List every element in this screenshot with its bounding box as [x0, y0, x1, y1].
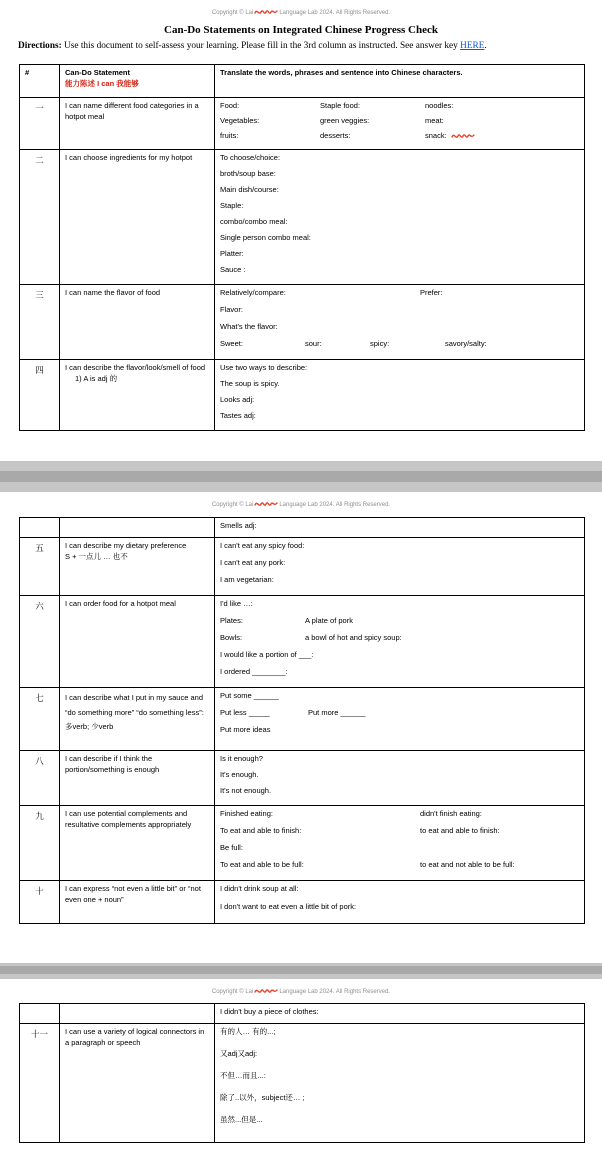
row-8-statement: I can describe if I think the portion/something is enough — [60, 751, 215, 805]
term: Sweet: — [220, 339, 243, 348]
red-scribble-icon — [254, 500, 278, 510]
table-row-9 — [20, 806, 584, 881]
translation-line: Put some ______ — [220, 691, 279, 700]
directions-end: . — [484, 41, 487, 51]
directions-label: Directions: — [18, 41, 62, 51]
row-3-statement: I can name the flavor of food — [60, 285, 215, 359]
term: Relatively/compare: — [220, 288, 286, 297]
term: Vegetables: — [220, 116, 260, 125]
row-9-number: 九 — [20, 806, 60, 880]
row-7-statement: I can describe what I put in my sauce and “do something more” “do something less”: 多verb; 少verb — [60, 688, 215, 750]
translation-line: Looks adj: — [220, 395, 255, 404]
row-2-translation — [215, 150, 584, 284]
copyright-prefix: Copyright © Lai — [211, 989, 254, 995]
table-row-6 — [20, 596, 584, 688]
row-4-statement — [60, 360, 215, 430]
translation-line: 又adj又adj: — [220, 1049, 258, 1058]
table-row-11 — [20, 1024, 584, 1142]
table-row-2 — [20, 150, 584, 285]
copyright-suffix: Language Lab 2024. All Rights Reserved. — [279, 989, 391, 995]
row-10-translation — [215, 881, 584, 923]
translation-line — [220, 116, 579, 131]
term: fruits: — [220, 131, 239, 140]
table-row-3 — [20, 285, 584, 360]
header-translate-cell: Translate the words, phrases and sentence into Chinese characters. — [220, 68, 463, 77]
row-1-number: 一 — [20, 98, 60, 149]
translation-line: Put more ideas — [220, 725, 271, 734]
translation-line — [220, 131, 579, 146]
translation-line: 有的人… 有的...; — [220, 1027, 276, 1036]
cando-table-page-2 — [19, 517, 585, 924]
translation-line: I can't eat any spicy food: — [220, 541, 305, 550]
row-9-translation — [215, 806, 584, 880]
translation-line — [220, 339, 579, 356]
empty-statement-cell — [60, 518, 215, 537]
header-number-cell: # — [20, 65, 60, 97]
term: to eat and not able to be full: — [420, 860, 515, 869]
copyright-line — [0, 500, 602, 510]
row-5-statement — [60, 538, 215, 595]
red-scribble-icon — [254, 8, 278, 18]
translation-line — [220, 843, 579, 860]
row-1-statement: I can name different food categories in a hotpot meal — [60, 98, 215, 149]
row-4-translation — [215, 360, 584, 430]
row-10-number: 十 — [20, 881, 60, 923]
row-1-translation — [215, 98, 584, 149]
table-row-8 — [20, 751, 584, 806]
translation-line — [220, 616, 579, 633]
term: savory/salty: — [445, 339, 487, 348]
translation-line: Main dish/course: — [220, 185, 279, 194]
translation-line: Staple: — [220, 201, 244, 210]
row-7-number: 七 — [20, 688, 60, 750]
table-row-10 — [20, 881, 584, 923]
copyright-line — [0, 987, 602, 997]
copyright-line — [0, 8, 602, 18]
row-6-number: 六 — [20, 596, 60, 687]
row-11-translation — [215, 1024, 584, 1142]
statement-line: S + 一点儿 … 也不 — [65, 551, 128, 561]
translation-line: Platter: — [220, 249, 244, 258]
translation-line: Is it enough? — [220, 754, 263, 763]
term: didn't finish eating: — [420, 809, 482, 818]
term: spicy: — [370, 339, 390, 348]
translation-line: I don't want to eat even a little bit of pork: — [220, 902, 357, 911]
row-2-number: 二 — [20, 150, 60, 284]
term — [420, 843, 579, 860]
row-4-number: 四 — [20, 360, 60, 430]
row-11-number: 十一 — [20, 1024, 60, 1142]
translation-line — [220, 708, 579, 725]
row-7-translation — [215, 688, 584, 750]
translation-line — [220, 101, 579, 116]
copyright-prefix: Copyright © Lai — [211, 10, 254, 16]
term: meat: — [425, 116, 444, 125]
term: To eat and able to be full: — [220, 860, 304, 869]
translation-line: 虽然...但是... — [220, 1115, 263, 1124]
doc-title: Can-Do Statements on Integrated Chinese Progress Check — [164, 24, 438, 36]
row-6-translation — [215, 596, 584, 687]
translation-line: I ordered ________: — [220, 667, 288, 676]
translation-line: Flavor: — [220, 305, 243, 314]
translation-line: broth/soup base: — [220, 169, 276, 178]
term: Bowls: — [220, 633, 243, 642]
translation-line: I didn't drink soup at all: — [220, 884, 299, 893]
term: desserts: — [320, 131, 351, 140]
row-4-translation-continued: Smells adj: — [220, 521, 257, 530]
directions-body: Use this document to self-assess your learning. Please fill in the 3rd column as instructed. See answer key — [61, 41, 461, 51]
table-header-row — [20, 65, 584, 98]
empty-number-cell — [20, 518, 60, 537]
row-8-translation — [215, 751, 584, 805]
term: Staple food: — [320, 101, 361, 110]
row-3-number: 三 — [20, 285, 60, 359]
term: Put less _____ — [220, 708, 270, 717]
translation-line: I would like a portion of ___: — [220, 650, 314, 659]
copyright-suffix: Language Lab 2024. All Rights Reserved. — [279, 10, 391, 16]
header-cando-subtitle: 能力陈述 I can 我能够 — [65, 78, 139, 88]
empty-statement-cell — [60, 1004, 215, 1023]
table-row-10-continued — [20, 1004, 584, 1024]
term: Finished eating: — [220, 809, 273, 818]
term: Put more ______ — [308, 708, 366, 717]
translation-line: Use two ways to describe: — [220, 363, 308, 372]
term: A plate of pork — [305, 616, 353, 625]
translation-line: 不但…而且...: — [220, 1071, 266, 1080]
row-11-statement: I can use a variety of logical connectors in a paragraph or speech — [60, 1024, 215, 1142]
translation-line: What's the flavor: — [220, 322, 278, 331]
translation-line: It's enough. — [220, 770, 259, 779]
translation-line: combo/combo meal: — [220, 217, 288, 226]
header-cando-title: Can-Do Statement — [65, 68, 131, 77]
header-cando-cell — [60, 65, 215, 97]
row-6-statement: I can order food for a hotpot meal — [60, 596, 215, 687]
translation-line: Sauce : — [220, 265, 246, 274]
term: Prefer: — [420, 288, 443, 297]
statement-line: I can describe the flavor/look/smell of food — [65, 363, 206, 372]
empty-number-cell — [20, 1004, 60, 1023]
term: To eat and able to finish: — [220, 826, 302, 835]
translation-line — [220, 826, 579, 843]
term: sour: — [305, 339, 322, 348]
page-gap — [0, 966, 602, 974]
translation-line: To choose/choice: — [220, 153, 281, 162]
term: a bowl of hot and spicy soup: — [305, 633, 402, 642]
translation-line — [220, 633, 579, 650]
row-10-translation-continued: I didn't buy a piece of clothes: — [220, 1007, 319, 1016]
page-2 — [0, 492, 602, 963]
copyright-prefix: Copyright © Lai — [211, 502, 254, 508]
page-1 — [0, 0, 602, 461]
translation-line: 除了..以外，subject还… ; — [220, 1093, 305, 1102]
translation-line: Tastes adj: — [220, 411, 256, 420]
translation-line — [220, 860, 579, 877]
term: green veggies: — [320, 116, 370, 125]
answer-key-link[interactable]: HERE — [460, 41, 485, 51]
copyright-suffix: Language Lab 2024. All Rights Reserved. — [279, 502, 391, 508]
row-3-translation — [215, 285, 584, 359]
table-row-5 — [20, 538, 584, 596]
term: Food: — [220, 101, 240, 110]
page-3 — [0, 979, 602, 1172]
statement-line: 1) A is adj 的 — [75, 373, 118, 383]
translation-line: I can't eat any pork: — [220, 558, 286, 567]
term: noodles: — [425, 101, 454, 110]
cando-table-page-3 — [19, 1003, 585, 1143]
row-9-statement: I can use potential complements and resultative complements appropriately — [60, 806, 215, 880]
page-gap — [0, 471, 602, 482]
term: snack: — [425, 131, 447, 140]
term: Be full: — [220, 843, 243, 852]
translation-line — [220, 288, 579, 305]
table-row-7 — [20, 688, 584, 751]
red-scribble-icon — [450, 132, 476, 144]
table-row-4 — [20, 360, 584, 430]
row-5-translation — [215, 538, 584, 595]
term: to eat and able to finish: — [420, 826, 500, 835]
translation-line: Single person combo meal: — [220, 233, 311, 242]
translation-line: I am vegetarian: — [220, 575, 274, 584]
cando-table-page-1 — [19, 64, 585, 431]
row-5-number: 五 — [20, 538, 60, 595]
term: Plates: — [220, 616, 243, 625]
translation-line: It's not enough. — [220, 786, 272, 795]
table-row-4-continued — [20, 518, 584, 538]
term-with-annotation — [425, 131, 579, 146]
translation-line: I'd like …: — [220, 599, 253, 608]
red-scribble-icon — [254, 987, 278, 997]
row-10-statement: I can express “not even a little bit” or “not even one + noun” — [60, 881, 215, 923]
translation-line: The soup is spicy. — [220, 379, 280, 388]
statement-line: I can describe my dietary preference — [65, 541, 187, 550]
table-row-1 — [20, 98, 584, 150]
translation-line — [220, 809, 579, 826]
row-8-number: 八 — [20, 751, 60, 805]
row-2-statement: I can choose ingredients for my hotpot — [60, 150, 215, 284]
directions — [18, 41, 590, 51]
